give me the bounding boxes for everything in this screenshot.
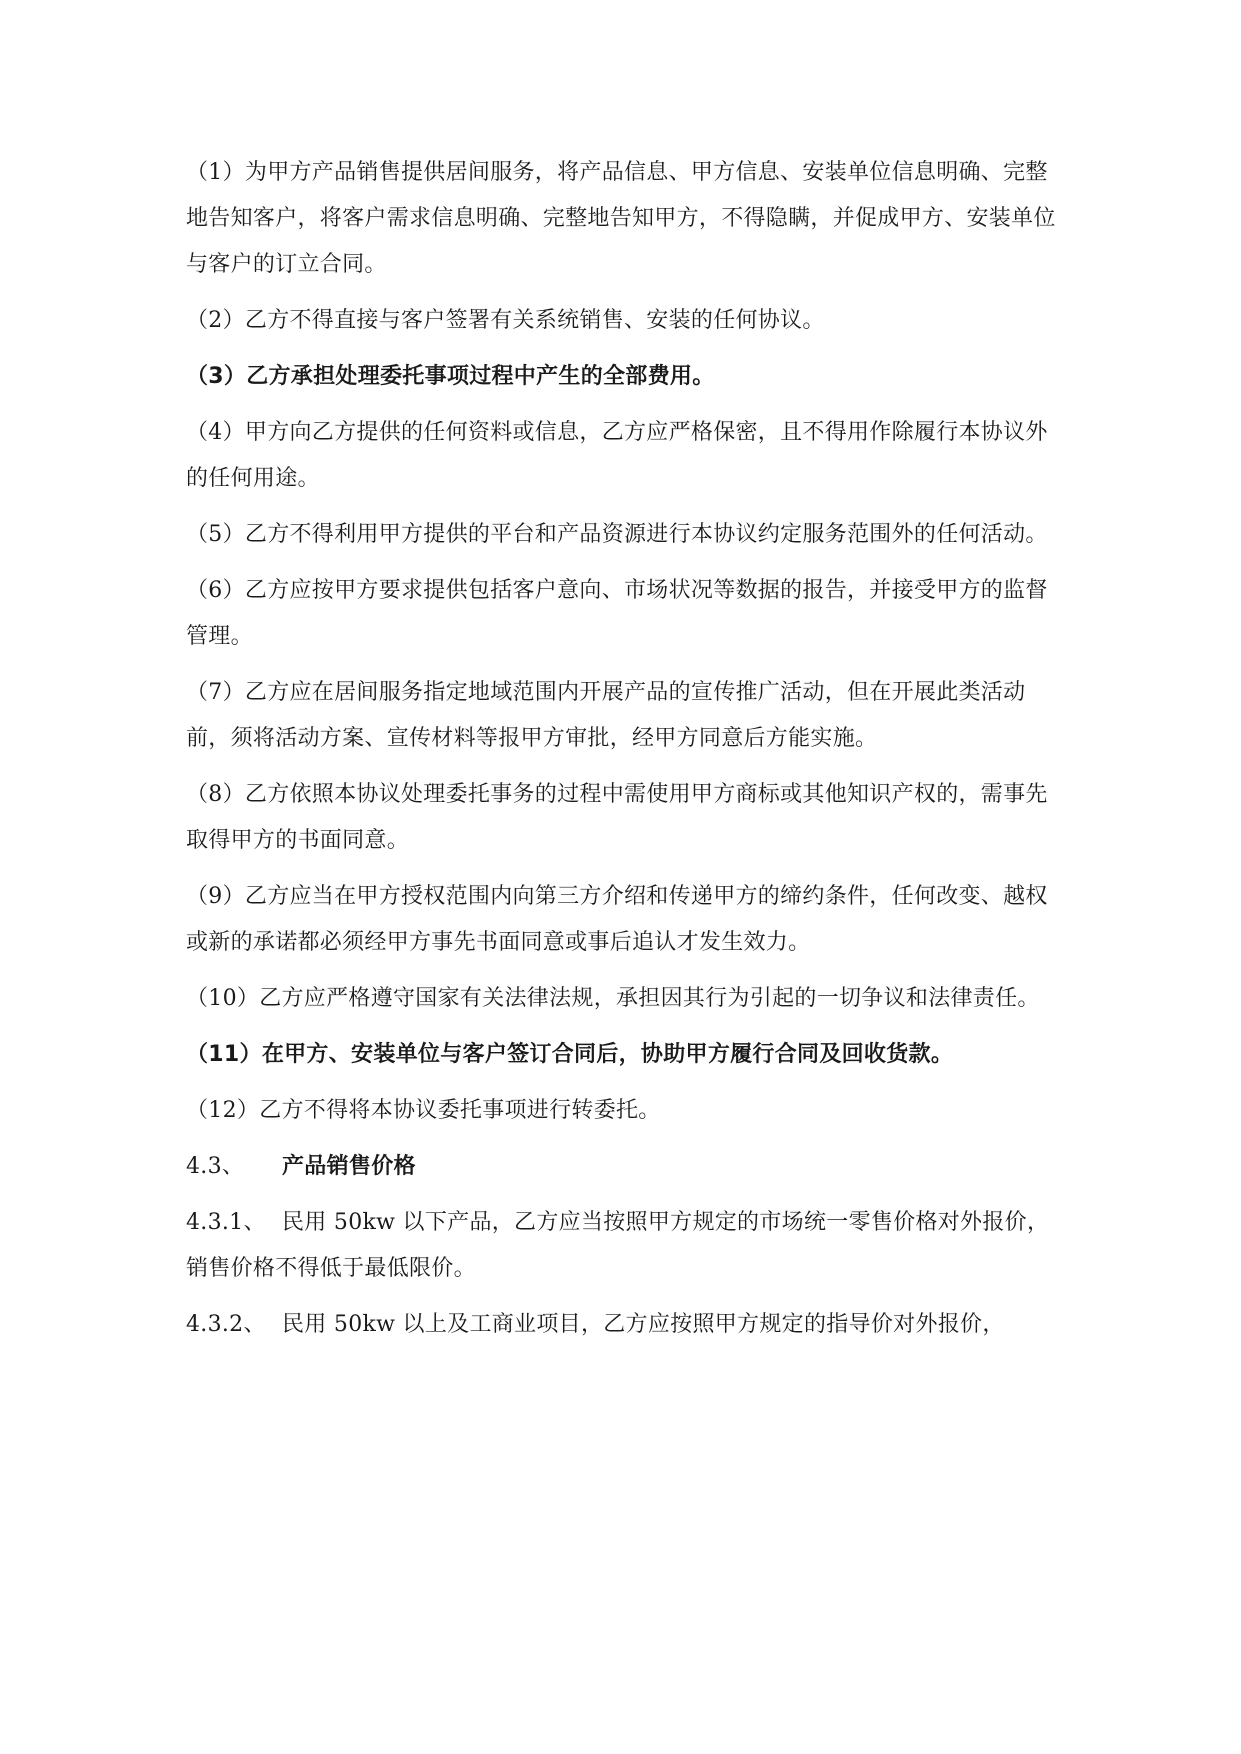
subsection-4-3-1 <box>186 1200 1056 1292</box>
clause-3: （3）乙方承担处理委托事项过程中产生的全部费用。 <box>186 364 715 389</box>
clause-2: （2）乙方不得直接与客户签署有关系统销售、安装的任何协议。 <box>186 308 825 333</box>
section-number: 4.3、 <box>186 1154 245 1179</box>
clause-9: （9）乙方应当在甲方授权范围内向第三方介绍和传递甲方的缔约条件，任何改变、越权或新的承诺都必须经甲方事先书面同意或事后追认才发生效力。 <box>186 884 1048 955</box>
clause-4: （4）甲方向乙方提供的任何资料或信息，乙方应严格保密，且不得用作除履行本协议外的任何用途。 <box>186 420 1048 491</box>
clause-6: （6）乙方应按甲方要求提供包括客户意向、市场状况等数据的报告，并接受甲方的监督管理。 <box>186 578 1048 649</box>
document-page <box>186 150 1056 1358</box>
subsection-number: 4.3.1、 <box>186 1210 266 1235</box>
clause-8: （8）乙方依照本协议处理委托事务的过程中需使用甲方商标或其他知识产权的，需事先取得甲方的书面同意。 <box>186 782 1048 853</box>
clause-5: （5）乙方不得利用甲方提供的平台和产品资源进行本协议约定服务范围外的任何活动。 <box>186 522 1048 547</box>
section-title: 产品销售价格 <box>282 1154 416 1179</box>
subsection-text: 民用 50kw 以下产品，乙方应当按照甲方规定的市场统一零售价格对外报价，销售价格不得低于最低限价。 <box>186 1210 1050 1281</box>
subsection-4-3-2 <box>186 1302 1056 1348</box>
subsection-text: 民用 50kw 以上及工商业项目，乙方应按照甲方规定的指导价对外报价， <box>282 1312 1005 1337</box>
clause-10: （10）乙方应严格遵守国家有关法律法规，承担因其行为引起的一切争议和法律责任。 <box>186 986 1040 1011</box>
clause-7: （7）乙方应在居间服务指定地域范围内开展产品的宣传推广活动，但在开展此类活动前，须将活动方案、宣传材料等报甲方审批，经甲方同意后方能实施。 <box>186 680 1026 751</box>
clause-1: （1）为甲方产品销售提供居间服务，将产品信息、甲方信息、安装单位信息明确、完整地告知客户，将客户需求信息明确、完整地告知甲方，不得隐瞒，并促成甲方、安装单位与客户的订立合同。 <box>186 160 1056 277</box>
clause-12: （12）乙方不得将本协议委托事项进行转委托。 <box>186 1098 661 1123</box>
section-heading <box>186 1144 1056 1190</box>
clause-11: （11）在甲方、安装单位与客户签订合同后，协助甲方履行合同及回收货款。 <box>186 1042 954 1067</box>
subsection-number: 4.3.2、 <box>186 1312 266 1337</box>
